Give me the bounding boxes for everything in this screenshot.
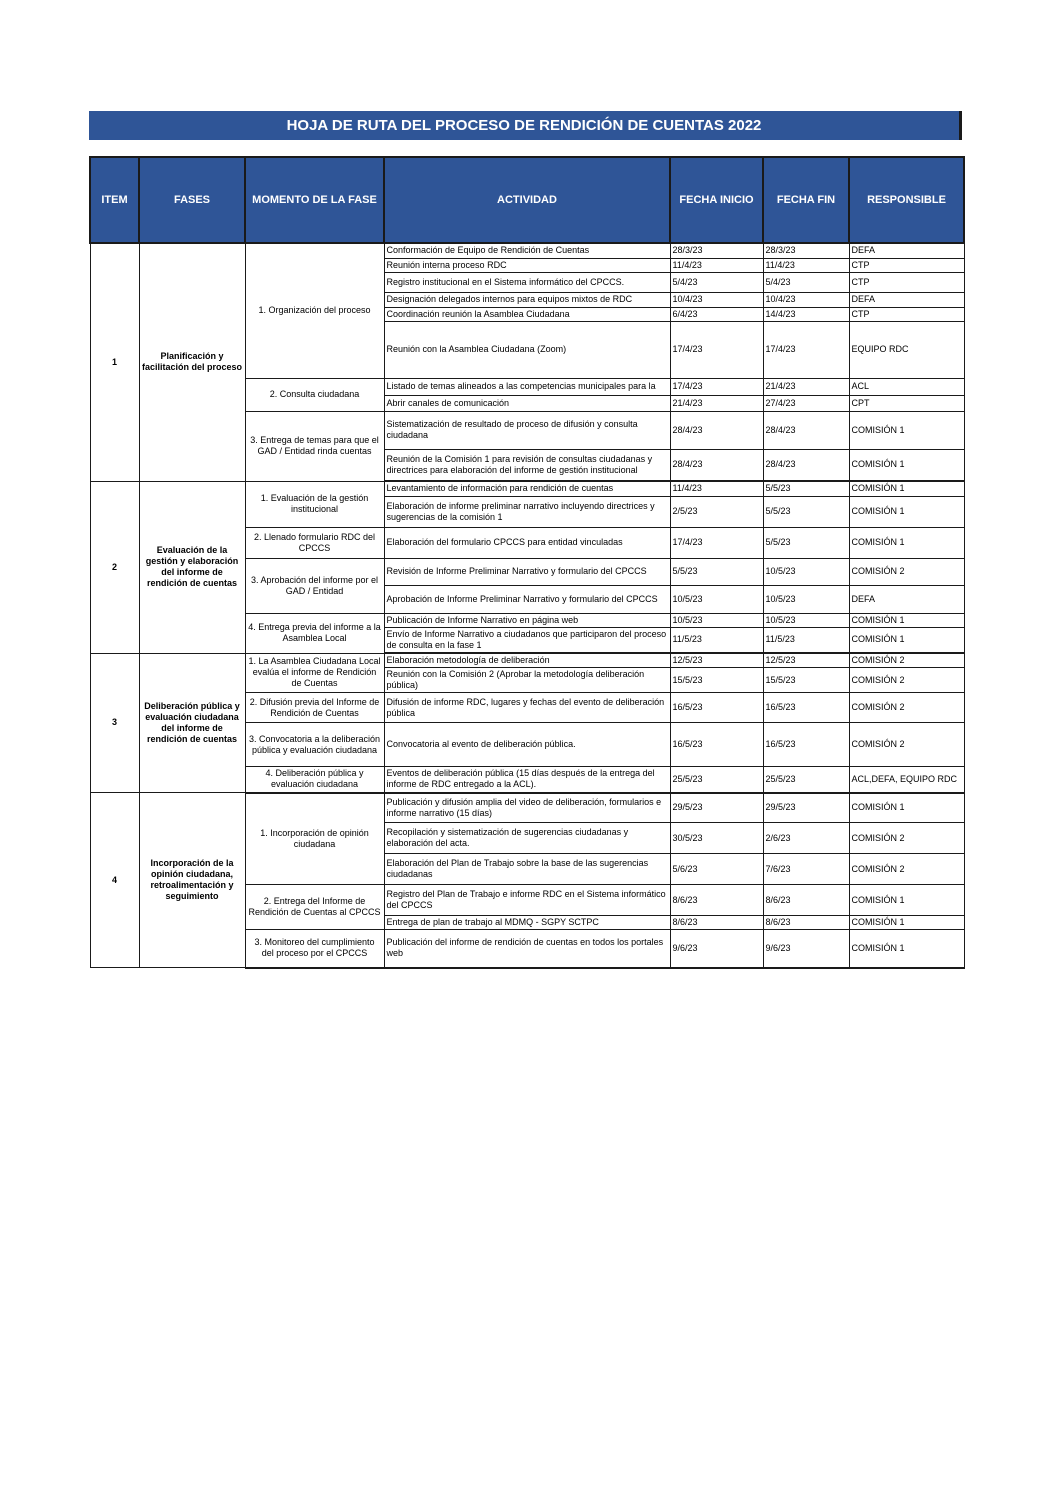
actividad-cell: Coordinación reunión la Asamblea Ciudadana xyxy=(384,307,670,321)
actividad-cell: Eventos de deliberación pública (15 días después de la entrega del informe de RDC entregado a la ACL). xyxy=(384,767,670,793)
fecha-inicio-cell: 30/5/23 xyxy=(670,823,763,854)
header-responsible: RESPONSIBLE xyxy=(849,157,964,243)
table-row xyxy=(90,793,964,823)
fecha-fin-cell: 5/4/23 xyxy=(763,272,849,292)
actividad-cell: Recopilación y sistematización de sugerencias ciudadanas y elaboración del acta. xyxy=(384,823,670,854)
fecha-inicio-cell: 10/4/23 xyxy=(670,292,763,307)
header-fecha-inicio: FECHA INICIO xyxy=(670,157,763,243)
fecha-inicio-cell: 9/6/23 xyxy=(670,930,763,968)
roadmap-table xyxy=(89,156,965,969)
actividad-cell: Entrega de plan de trabajo al MDMQ - SGPY SCTPC xyxy=(384,916,670,930)
fecha-inicio-cell: 17/4/23 xyxy=(670,527,763,558)
responsable-cell: COMISIÓN 1 xyxy=(849,916,964,930)
page-title: HOJA DE RUTA DEL PROCESO DE RENDICIÓN DE CUENTAS 2022 xyxy=(89,111,962,140)
actividad-cell: Publicación del informe de rendición de cuentas en todos los portales web xyxy=(384,930,670,968)
header-actividad: ACTIVIDAD xyxy=(384,157,670,243)
table-row xyxy=(90,481,964,496)
responsable-cell: COMISIÓN 1 xyxy=(849,496,964,527)
fecha-fin-cell: 16/5/23 xyxy=(763,723,849,767)
responsable-cell: COMISIÓN 2 xyxy=(849,854,964,885)
responsable-cell: CTP xyxy=(849,307,964,321)
table-row xyxy=(90,243,964,258)
fecha-inicio-cell: 21/4/23 xyxy=(670,395,763,411)
fecha-inicio-cell: 12/5/23 xyxy=(670,653,763,668)
responsable-cell: COMISIÓN 2 xyxy=(849,693,964,723)
responsable-cell: COMISIÓN 2 xyxy=(849,668,964,693)
fecha-inicio-cell: 16/5/23 xyxy=(670,723,763,767)
fecha-inicio-cell: 28/4/23 xyxy=(670,449,763,481)
actividad-cell: Elaboración de informe preliminar narrativo incluyendo directrices y sugerencias de la comisión 1 xyxy=(384,496,670,527)
fase-name: Deliberación pública y evaluación ciudadana del informe de rendición de cuentas xyxy=(139,653,245,793)
fecha-inicio-cell: 17/4/23 xyxy=(670,321,763,378)
fecha-fin-cell: 11/4/23 xyxy=(763,258,849,272)
table-header-row xyxy=(90,157,964,243)
responsable-cell: ACL xyxy=(849,378,964,395)
fecha-fin-cell: 25/5/23 xyxy=(763,767,849,793)
actividad-cell: Elaboración del formulario CPCCS para entidad vinculadas xyxy=(384,527,670,558)
momento-cell: 1. La Asamblea Ciudadana Local evalúa el informe de Rendición de Cuentas xyxy=(245,653,384,693)
actividad-cell: Listado de temas alineados a las competencias municipales para la xyxy=(384,378,670,395)
responsable-cell: COMISIÓN 2 xyxy=(849,723,964,767)
fecha-inicio-cell: 28/4/23 xyxy=(670,411,763,449)
fecha-inicio-cell: 8/6/23 xyxy=(670,916,763,930)
responsable-cell: CPT xyxy=(849,395,964,411)
header-item: ITEM xyxy=(90,157,139,243)
fecha-fin-cell: 7/6/23 xyxy=(763,854,849,885)
momento-cell: 3. Aprobación del informe por el GAD / Entidad xyxy=(245,558,384,613)
item-number: 2 xyxy=(90,481,139,653)
fecha-inicio-cell: 29/5/23 xyxy=(670,793,763,823)
actividad-cell: Convocatoria al evento de deliberación pública. xyxy=(384,723,670,767)
responsable-cell: CTP xyxy=(849,258,964,272)
actividad-cell: Designación delegados internos para equipos mixtos de RDC xyxy=(384,292,670,307)
fecha-fin-cell: 10/5/23 xyxy=(763,585,849,613)
responsable-cell: EQUIPO RDC xyxy=(849,321,964,378)
responsable-cell: COMISIÓN 1 xyxy=(849,930,964,968)
fecha-inicio-cell: 28/3/23 xyxy=(670,243,763,258)
actividad-cell: Envío de Informe Narrativo a ciudadanos que participaron del proceso de consulta en la fase 1 xyxy=(384,627,670,653)
item-number: 3 xyxy=(90,653,139,793)
momento-cell: 4. Entrega previa del informe a la Asamblea Local xyxy=(245,613,384,653)
fecha-fin-cell: 2/6/23 xyxy=(763,823,849,854)
momento-cell: 1. Evaluación de la gestión institucional xyxy=(245,481,384,527)
actividad-cell: Elaboración del Plan de Trabajo sobre la base de las sugerencias ciudadanas xyxy=(384,854,670,885)
actividad-cell: Abrir canales de comunicación xyxy=(384,395,670,411)
actividad-cell: Aprobación de Informe Preliminar Narrativo y formulario del CPCCS xyxy=(384,585,670,613)
momento-cell: 2. Entrega del Informe de Rendición de Cuentas al CPCCS xyxy=(245,885,384,930)
fecha-inicio-cell: 5/4/23 xyxy=(670,272,763,292)
fecha-inicio-cell: 2/5/23 xyxy=(670,496,763,527)
momento-cell: 3. Entrega de temas para que el GAD / Entidad rinda cuentas xyxy=(245,411,384,481)
actividad-cell: Publicación y difusión amplia del video de deliberación, formularios e informe narrativo (15 días) xyxy=(384,793,670,823)
actividad-cell: Revisión de Informe Preliminar Narrativo y formulario del CPCCS xyxy=(384,558,670,585)
actividad-cell: Registro del Plan de Trabajo e informe RDC en el Sistema informático del CPCCS xyxy=(384,885,670,916)
fecha-fin-cell: 5/5/23 xyxy=(763,481,849,496)
fase-name: Incorporación de la opinión ciudadana, retroalimentación y seguimiento xyxy=(139,793,245,968)
responsable-cell: COMISIÓN 2 xyxy=(849,653,964,668)
actividad-cell: Sistematización de resultado de proceso de difusión y consulta ciudadana xyxy=(384,411,670,449)
fecha-fin-cell: 28/4/23 xyxy=(763,449,849,481)
fecha-fin-cell: 5/5/23 xyxy=(763,496,849,527)
actividad-cell: Registro institucional en el Sistema informático del CPCCS. xyxy=(384,272,670,292)
fecha-fin-cell: 15/5/23 xyxy=(763,668,849,693)
responsable-cell: COMISIÓN 1 xyxy=(849,627,964,653)
responsable-cell: DEFA xyxy=(849,243,964,258)
fecha-fin-cell: 16/5/23 xyxy=(763,693,849,723)
responsable-cell: COMISIÓN 1 xyxy=(849,411,964,449)
table-body xyxy=(90,243,964,968)
header-fases: FASES xyxy=(139,157,245,243)
fecha-fin-cell: 8/6/23 xyxy=(763,885,849,916)
momento-cell: 1. Incorporación de opinión ciudadana xyxy=(245,793,384,885)
fecha-inicio-cell: 16/5/23 xyxy=(670,693,763,723)
actividad-cell: Elaboración metodología de deliberación xyxy=(384,653,670,668)
actividad-cell: Reunión con la Comisión 2 (Aprobar la metodología deliberación pública) xyxy=(384,668,670,693)
fecha-inicio-cell: 5/5/23 xyxy=(670,558,763,585)
actividad-cell: Reunión interna proceso RDC xyxy=(384,258,670,272)
fecha-fin-cell: 28/4/23 xyxy=(763,411,849,449)
fecha-inicio-cell: 11/4/23 xyxy=(670,481,763,496)
item-number: 1 xyxy=(90,243,139,481)
responsable-cell: CTP xyxy=(849,272,964,292)
fecha-fin-cell: 5/5/23 xyxy=(763,527,849,558)
item-number: 4 xyxy=(90,793,139,968)
fecha-inicio-cell: 17/4/23 xyxy=(670,378,763,395)
fase-name: Evaluación de la gestión y elaboración del informe de rendición de cuentas xyxy=(139,481,245,653)
fecha-fin-cell: 9/6/23 xyxy=(763,930,849,968)
fecha-inicio-cell: 5/6/23 xyxy=(670,854,763,885)
momento-cell: 1. Organización del proceso xyxy=(245,243,384,378)
responsable-cell: DEFA xyxy=(849,585,964,613)
momento-cell: 2. Llenado formulario RDC del CPCCS xyxy=(245,527,384,558)
momento-cell: 2. Difusión previa del Informe de Rendición de Cuentas xyxy=(245,693,384,723)
fecha-fin-cell: 27/4/23 xyxy=(763,395,849,411)
actividad-cell: Levantamiento de información para rendición de cuentas xyxy=(384,481,670,496)
responsable-cell: COMISIÓN 1 xyxy=(849,793,964,823)
responsable-cell: COMISIÓN 1 xyxy=(849,885,964,916)
fecha-inicio-cell: 10/5/23 xyxy=(670,585,763,613)
actividad-cell: Conformación de Equipo de Rendición de Cuentas xyxy=(384,243,670,258)
fecha-inicio-cell: 11/4/23 xyxy=(670,258,763,272)
fecha-fin-cell: 12/5/23 xyxy=(763,653,849,668)
actividad-cell: Reunión de la Comisión 1 para revisión de consultas ciudadanas y directrices para elaboración del informe de gestión institucional xyxy=(384,449,670,481)
fecha-inicio-cell: 11/5/23 xyxy=(670,627,763,653)
fecha-fin-cell: 14/4/23 xyxy=(763,307,849,321)
responsable-cell: COMISIÓN 2 xyxy=(849,558,964,585)
fecha-fin-cell: 11/5/23 xyxy=(763,627,849,653)
fase-name: Planificación y facilitación del proceso xyxy=(139,243,245,481)
responsable-cell: DEFA xyxy=(849,292,964,307)
momento-cell: 3. Monitoreo del cumplimiento del proceso por el CPCCS xyxy=(245,930,384,968)
responsable-cell: COMISIÓN 1 xyxy=(849,527,964,558)
responsable-cell: COMISIÓN 1 xyxy=(849,481,964,496)
fecha-inicio-cell: 25/5/23 xyxy=(670,767,763,793)
responsable-cell: ACL,DEFA, EQUIPO RDC xyxy=(849,767,964,793)
fecha-inicio-cell: 10/5/23 xyxy=(670,613,763,627)
fecha-inicio-cell: 8/6/23 xyxy=(670,885,763,916)
fecha-fin-cell: 28/3/23 xyxy=(763,243,849,258)
actividad-cell: Difusión de informe RDC, lugares y fechas del evento de deliberación pública xyxy=(384,693,670,723)
responsable-cell: COMISIÓN 2 xyxy=(849,823,964,854)
fecha-fin-cell: 8/6/23 xyxy=(763,916,849,930)
fecha-fin-cell: 10/5/23 xyxy=(763,558,849,585)
fecha-inicio-cell: 6/4/23 xyxy=(670,307,763,321)
actividad-cell: Reunión con la Asamblea Ciudadana (Zoom) xyxy=(384,321,670,378)
fecha-fin-cell: 21/4/23 xyxy=(763,378,849,395)
momento-cell: 2. Consulta ciudadana xyxy=(245,378,384,411)
fecha-fin-cell: 29/5/23 xyxy=(763,793,849,823)
fecha-fin-cell: 17/4/23 xyxy=(763,321,849,378)
actividad-cell: Publicación de Informe Narrativo en página web xyxy=(384,613,670,627)
table-row xyxy=(90,653,964,668)
momento-cell: 4. Deliberación pública y evaluación ciudadana xyxy=(245,767,384,793)
fecha-inicio-cell: 15/5/23 xyxy=(670,668,763,693)
header-momento: MOMENTO DE LA FASE xyxy=(245,157,384,243)
header-fecha-fin: FECHA FIN xyxy=(763,157,849,243)
momento-cell: 3. Convocatoria a la deliberación pública y evaluación ciudadana xyxy=(245,723,384,767)
responsable-cell: COMISIÓN 1 xyxy=(849,449,964,481)
fecha-fin-cell: 10/5/23 xyxy=(763,613,849,627)
fecha-fin-cell: 10/4/23 xyxy=(763,292,849,307)
responsable-cell: COMISIÓN 1 xyxy=(849,613,964,627)
